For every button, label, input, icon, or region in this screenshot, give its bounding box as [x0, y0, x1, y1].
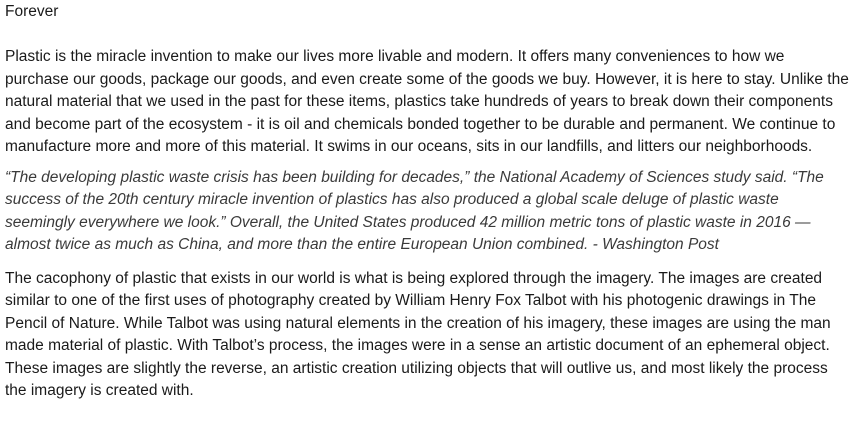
quote-paragraph: “The developing plastic waste crisis has been building for decades,” the National Academy of Sciences study said. “The success of the 20th century miracle invention of plastics has also produced a global scale deluge of plastic waste seemingly everywhere we look.” Overall, the United States produced 42 million metric tons of plastic waste in 2016 — almost twice as much as China, and more than the entire European Union combined. - Washington Post — [5, 168, 824, 253]
imagery-paragraph: The cacophony of plastic that exists in our world is what is being explored through the imagery. The images are created similar to one of the first uses of photography created by William Henry Fox Talbot with his photogenic drawings in The Pencil of Nature. While Talbot was using natural elements in the creation of his imagery, these images are using the man made material of plastic. With Talbot’s process, the images were in a sense an artistic document of an ephemeral object. These images are slightly the reverse, an artistic creation utilizing objects that will outlive us, and most likely the process the imagery is created with. — [5, 269, 831, 399]
intro-paragraph: Plastic is the miracle invention to make our lives more livable and modern. It offers many conveniences to how we purchase our goods, package our goods, and even create some of the goods we buy. However, it is here to stay. Unlike the natural material that we used in the past for these items, plastics take hundreds of years to break down their components and become part of the ecosystem - it is oil and chemicals bonded together to be durable and permanent. We continue to manufacture more and more of this material. It swims in our oceans, sits in our landfills, and litters our neighborhoods. — [5, 48, 849, 155]
document-title: Forever — [5, 3, 59, 20]
